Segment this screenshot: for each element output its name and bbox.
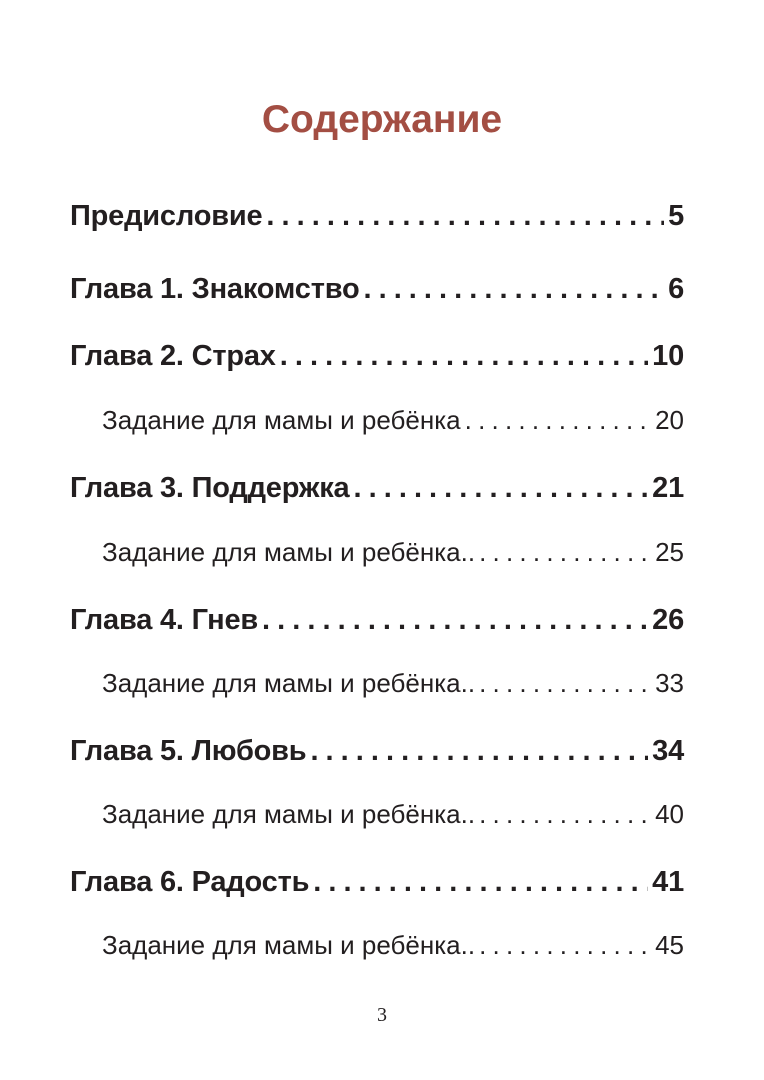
toc-entry-preface[interactable] [70,200,684,233]
toc-entry-chapter-3[interactable] [70,472,684,505]
toc-entry-label: Задание для мамы и ребёнка.. [102,537,476,567]
toc-entry-label: Глава 5. Любовь [70,735,307,767]
toc-entry-page: 20 [655,405,684,435]
page-number: 3 [377,1004,387,1026]
toc-entry-task-2[interactable] [102,537,684,568]
toc-entry-label: Глава 3. Поддержка [70,472,350,504]
toc-entry-page: 6 [668,273,684,305]
toc-entry-task-3[interactable] [102,668,684,699]
toc-entry-page: 34 [652,735,684,767]
dot-leader [479,537,651,568]
toc-entry-page: 10 [652,340,684,372]
toc-entry-page: 41 [652,866,684,898]
toc-entry-task-4[interactable] [102,799,684,830]
toc-entry-label: Предисловие [70,200,263,232]
dot-leader [353,472,648,505]
toc-entry-chapter-4[interactable] [70,604,684,637]
dot-leader [266,200,664,233]
toc-entry-chapter-1[interactable] [70,273,684,306]
toc-entry-label: Глава 6. Радость [70,866,310,898]
toc-entry-chapter-5[interactable] [70,735,684,768]
toc-entry-chapter-2[interactable] [70,340,684,373]
dot-leader [479,799,651,830]
toc-entry-page: 33 [655,668,684,698]
dot-leader [262,604,648,637]
toc-entry-task-1[interactable] [102,405,684,436]
toc-entry-label: Задание для мамы и ребёнка.. [102,930,476,960]
dot-leader [363,273,664,306]
toc-entry-task-5[interactable] [102,930,684,961]
toc-entry-label: Задание для мамы и ребёнка [102,405,461,435]
dot-leader [479,668,651,699]
dot-leader [313,866,648,899]
toc-entry-label: Задание для мамы и ребёнка.. [102,799,476,829]
dot-leader [280,340,648,373]
dot-leader [479,930,651,961]
toc-entry-page: 26 [652,604,684,636]
page-title: Содержание [261,98,503,141]
toc-entry-label: Глава 2. Страх [70,340,276,372]
toc-entry-label: Глава 1. Знакомство [70,273,360,305]
toc-entry-page: 5 [668,200,684,232]
toc-entry-page: 45 [655,930,684,960]
toc-entry-label: Задание для мамы и ребёнка.. [102,668,476,698]
toc-entry-page: 21 [652,472,684,504]
dot-leader [310,735,648,768]
toc-entry-page: 40 [655,799,684,829]
toc-entry-label: Глава 4. Гнев [70,604,259,636]
dot-leader [465,405,651,436]
toc-entry-page: 25 [655,537,684,567]
toc-entry-chapter-6[interactable] [70,866,684,899]
